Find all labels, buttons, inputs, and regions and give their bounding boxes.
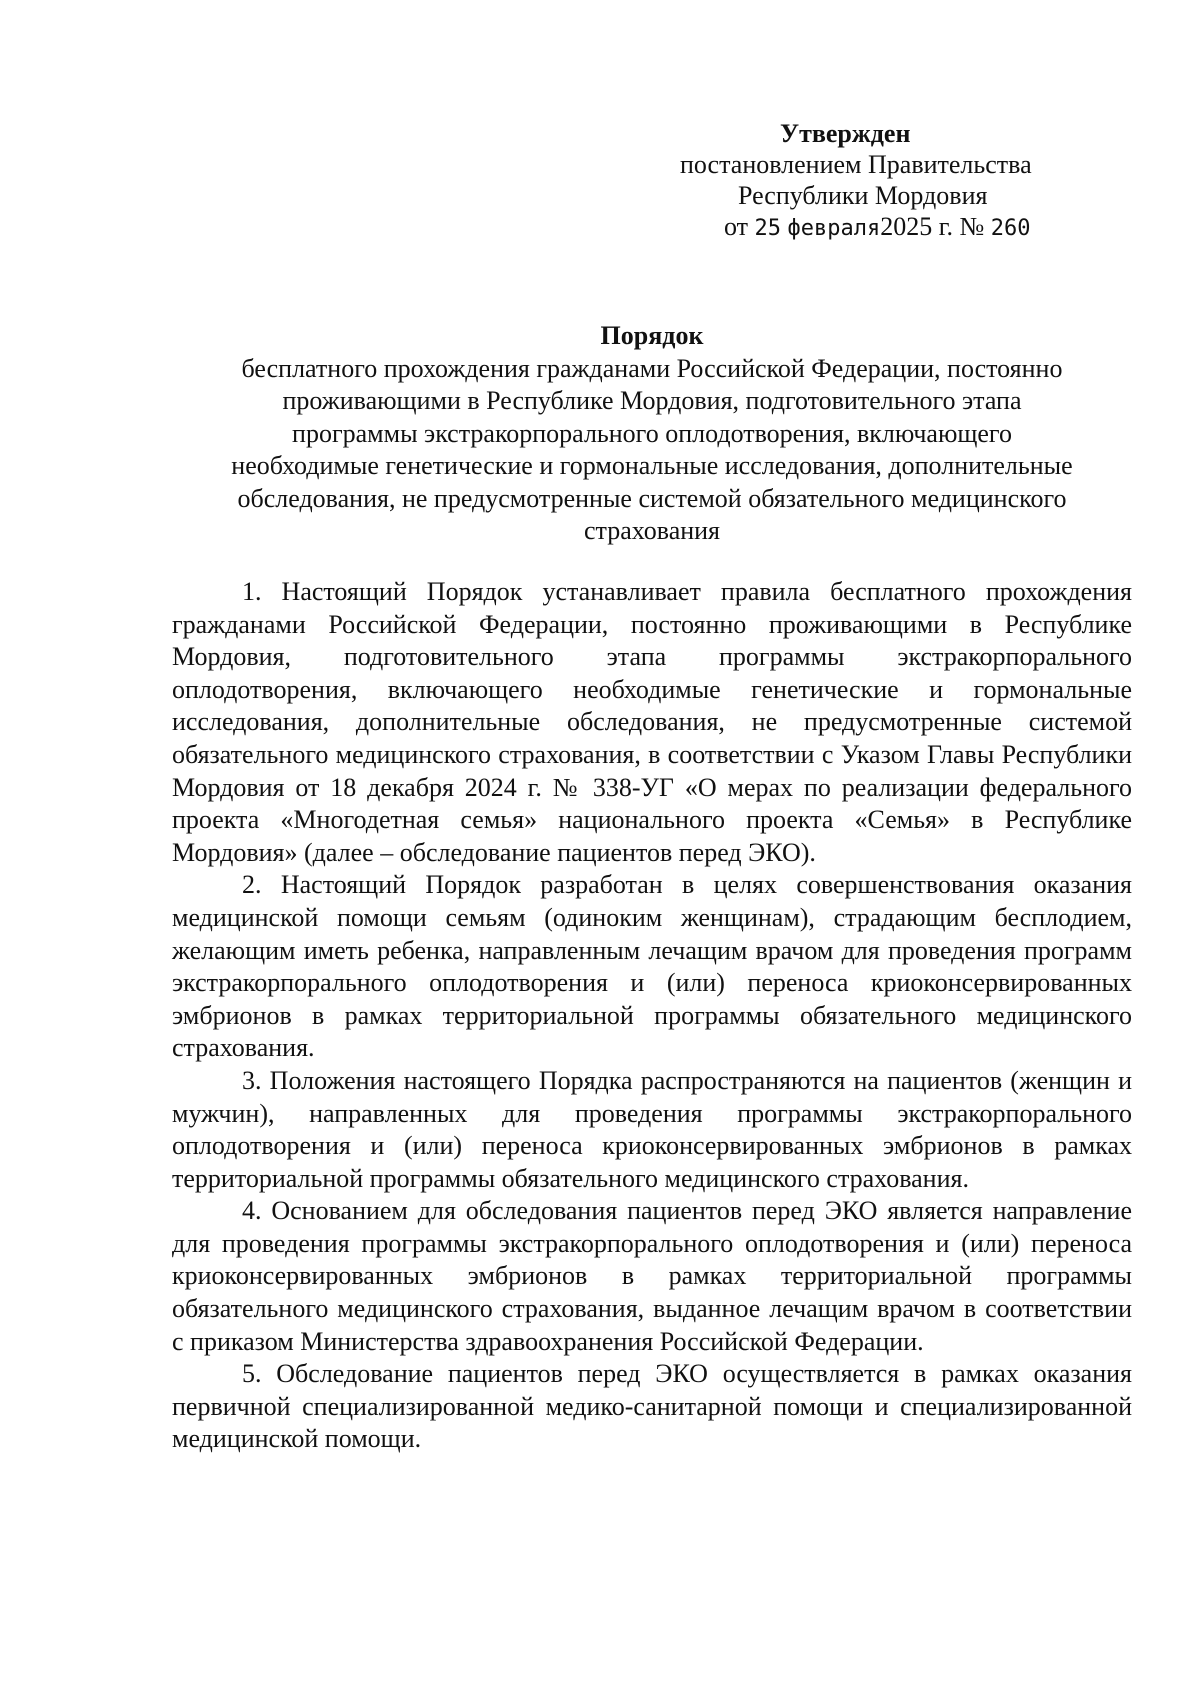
document-subtitle-line: проживающими в Республике Мордовия, подготовительного этапа bbox=[282, 386, 1022, 415]
paragraph-4: 4. Основанием для обследования пациентов перед ЭКО является направление для проведения программы экстракорпорального оплодотворения и (или) переноса криоконсервированных эмбрионов в рамках территориальной программы обязательного медицинского страхования, выданное лечащим врачом в соответствии с приказом Министерства здравоохранения Российской Федерации. bbox=[172, 1196, 1132, 1356]
paragraph-5: 5. Обследование пациентов перед ЭКО осуществляется в рамках оказания первичной специализированной медико-санитарной помощи и специализированной медицинской помощи. bbox=[172, 1359, 1132, 1454]
document-subtitle-line: бесплатного прохождения гражданами Российской Федерации, постоянно bbox=[241, 353, 1063, 383]
document-heading bbox=[172, 320, 1132, 548]
document-subtitle-line: обследования, не предусмотренные системой обязательного медицинского bbox=[237, 483, 1067, 513]
approval-date-line bbox=[640, 211, 1080, 244]
approval-date-year: 2025 г. № bbox=[880, 212, 985, 241]
approval-stamp bbox=[640, 118, 1080, 244]
approval-line-republic: Республики Мордовия bbox=[738, 181, 988, 210]
document-subtitle-line: программы экстракорпорального оплодотворения, включающего bbox=[292, 418, 1012, 448]
approval-date-month: февраля bbox=[787, 216, 881, 241]
paragraph-3: 3. Положения настоящего Порядка распространяются на пациентов (женщин и мужчин), направленных для проведения программы экстракорпорального оплодотворения и (или) переноса криоконсервированных эмбрионов в рамках территориальной программы обязательного медицинского страхования. bbox=[172, 1065, 1132, 1193]
approval-line-resolution: постановлением Правительства bbox=[680, 150, 1032, 179]
approval-number: 260 bbox=[990, 216, 1031, 241]
paragraph-2: 2. Настоящий Порядок разработан в целях совершенствования оказания медицинской помощи семьям (одиноким женщинам), страдающим бесплодием, желающим иметь ребенка, направленным лечащим врачом для проведения программ экстракорпорального оплодотворения и (или) переноса криоконсервированных эмбрионов в рамках территориальной программы обязательного медицинского страхования. bbox=[172, 870, 1132, 1063]
document-title: Порядок bbox=[600, 321, 704, 350]
approval-date-prefix: от bbox=[724, 212, 749, 241]
document-body bbox=[172, 576, 1132, 1456]
document-subtitle-line: необходимые генетические и гормональные исследования, дополнительные bbox=[231, 451, 1073, 480]
approval-date-day: 25 bbox=[754, 216, 782, 241]
paragraph-1: 1. Настоящий Порядок устанавливает правила бесплатного прохождения гражданами Российской Федерации, постоянно проживающими в Республике Мордовия, подготовительного этапа программы экстракорпорального оплодотворения, включающего необходимые генетические и гормональные исследования, дополнительные обследования, не предусмотренные системой обязательного медицинского страхования, в соответствии с Указом Главы Республики Мордовия от 18 декабря 2024 г. № 338-УГ «О мерах по реализации федерального проекта «Многодетная семья» национального проекта «Семья» в Республике Мордовия» (далее – обследование пациентов перед ЭКО). bbox=[172, 577, 1132, 867]
approval-title: Утвержден bbox=[780, 119, 911, 148]
document-subtitle-line: страхования bbox=[583, 516, 721, 545]
